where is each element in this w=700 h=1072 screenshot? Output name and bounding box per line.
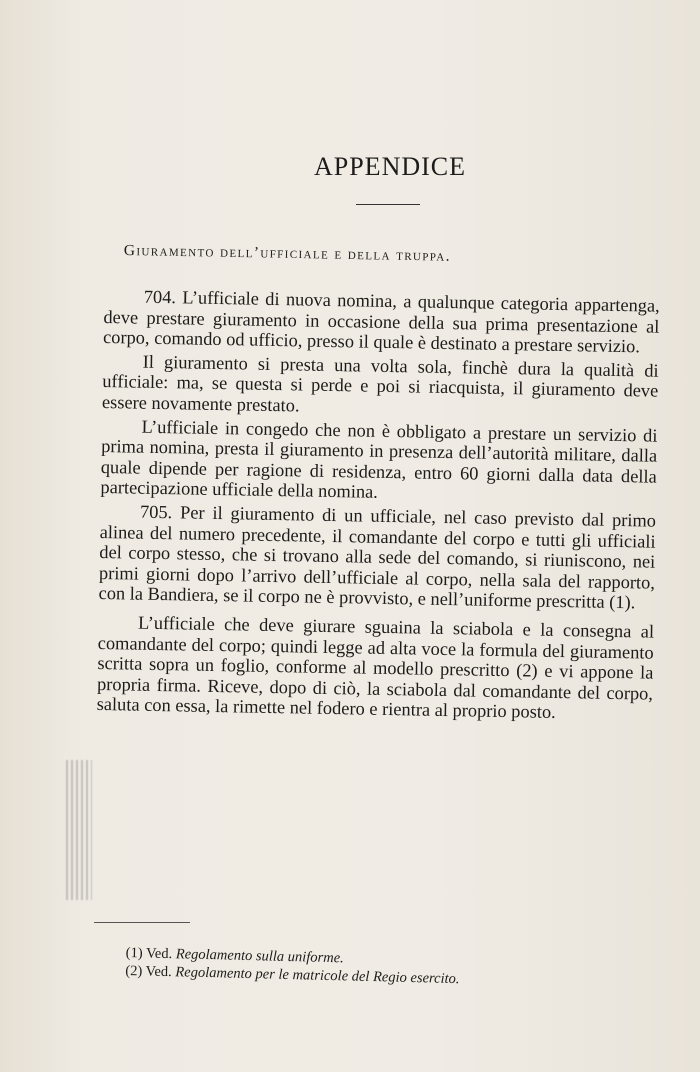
paragraph-oath-once: Il giuramento si presta una volta sola, finchè dura la qualità di ufficiale: ma, se questa si perde e poi si riacquista, il giuramento deve essere novamente prestato. <box>101 351 659 416</box>
footnotes <box>125 944 646 993</box>
section-heading: Giuramento dell’ufficiale e della truppa. <box>123 242 452 265</box>
paragraph-704: 704. L’ufficiale di nuova nomina, a qualunque categoria appartenga, deve prestare giuramento in occasione della sua prima presentazione al corpo, comando od ufficio, presso il quale è destinato a prestare servizio. <box>102 286 660 357</box>
footnote-divider <box>94 922 190 923</box>
footnote-2-marker: (2) Ved. <box>125 962 172 981</box>
pencil-margin-mark <box>66 760 92 900</box>
footnote-1-text: Regolamento sulla uniforme. <box>175 946 344 967</box>
paragraph-congedo: L’ufficiale in congedo che non è obbligato a prestare un servizio di prima nomina, presta il giuramento in presenza dell’autorità militare, dalla quale dipende per ragione di residenza, entro 60 giorni dalla data della partecipazione ufficiale della nomina. <box>100 416 658 503</box>
footnote-1-marker: (1) Ved. <box>125 944 173 963</box>
footnote-2-text: Regolamento per le matricole del Regio esercito. <box>175 964 460 988</box>
body-text <box>96 286 659 728</box>
title-divider <box>356 204 420 205</box>
paragraph-705: 705. Per il giuramento di un ufficiale, nel caso previsto dal primo alinea del numero precedente, il comandante del corpo e tutti gli ufficiali del corpo stesso, che si trovano alla sede del comando, si riuniscono, nei primi giorni dopo l’arrivo dell’ufficiale al corpo, nella sala del rapporto, con la Bandiera, se il corpo ne è provvisto, e nell’uniforme prescritta (1). <box>98 501 657 613</box>
page-title: APPENDICE <box>313 152 466 181</box>
paragraph-ceremony: L’ufficiale che deve giurare sguaina la sciabola e la consegna al comandante del corpo; quindi legge ad alta voce la formula del giuramento scritta sopra un foglio, conforme al modello prescritto (2) e vi appone la propria firma. Riceve, dopo di ciò, la sciabola dal comandante del corpo, saluta con essa, la rimette nel fodero e rientra al proprio posto. <box>96 612 655 723</box>
